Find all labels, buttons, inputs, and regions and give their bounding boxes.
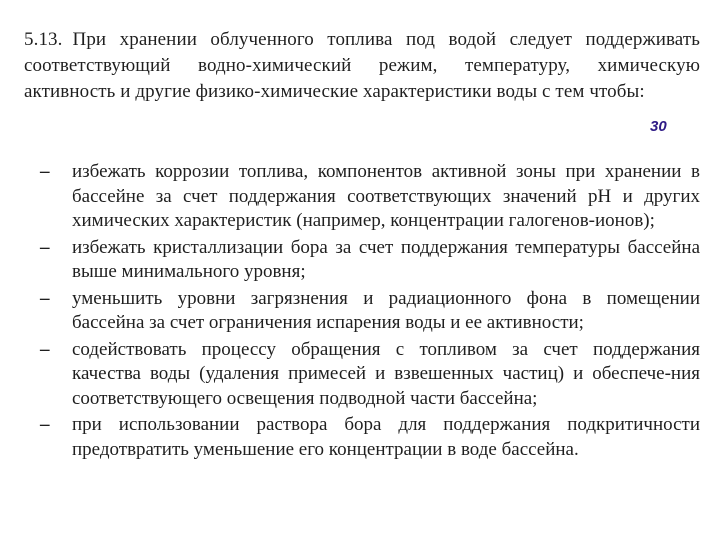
list-item: [40, 338, 700, 412]
list-item-text: при использовании раствора бора для поддержания подкритичности предотвратить уменьшение его концентрации в воде бассейна.: [72, 414, 700, 460]
requirements-list: [40, 160, 700, 464]
list-item: [40, 160, 700, 234]
bullet-dash: –: [40, 414, 50, 435]
bullet-dash: –: [40, 338, 50, 360]
bullet-dash: –: [40, 287, 50, 309]
section-intro-text: При хранении облученного топлива под водой следует поддерживать соответствующий водно-химический режим, температуру, химическую активность и другие физико-химические характеристики воды с тем чтобы:: [24, 29, 700, 102]
list-item-text: уменьшить уровни загрязнения и радиационного фона в помещении бассейна за счет ограничения испарения воды и ее активности;: [72, 287, 700, 333]
section-number: 5.13.: [24, 29, 63, 50]
list-item-text: содействовать процессу обращения с топливом за счет поддержания качества воды (удаления примесей и взвешенных частиц) и обеспече-ния соответствующего освещения подводной части бассейна;: [72, 338, 700, 409]
list-item: [40, 236, 700, 285]
list-item: [40, 413, 700, 462]
bullet-dash: –: [40, 161, 50, 182]
list-item-text: избежать кристаллизации бора за счет поддержания температуры бассейна выше минимального уровня;: [72, 236, 700, 282]
page-number: 30: [650, 118, 667, 135]
list-item-text: избежать коррозии топлива, компонентов активной зоны при хранении в бассейне за счет поддержания соответствующих значений pH и других химических характеристик (например, концентрации галогенов-ионов);: [72, 161, 700, 231]
bullet-dash: –: [40, 236, 50, 258]
list-item: [40, 287, 700, 336]
section-intro-paragraph: [24, 27, 700, 105]
